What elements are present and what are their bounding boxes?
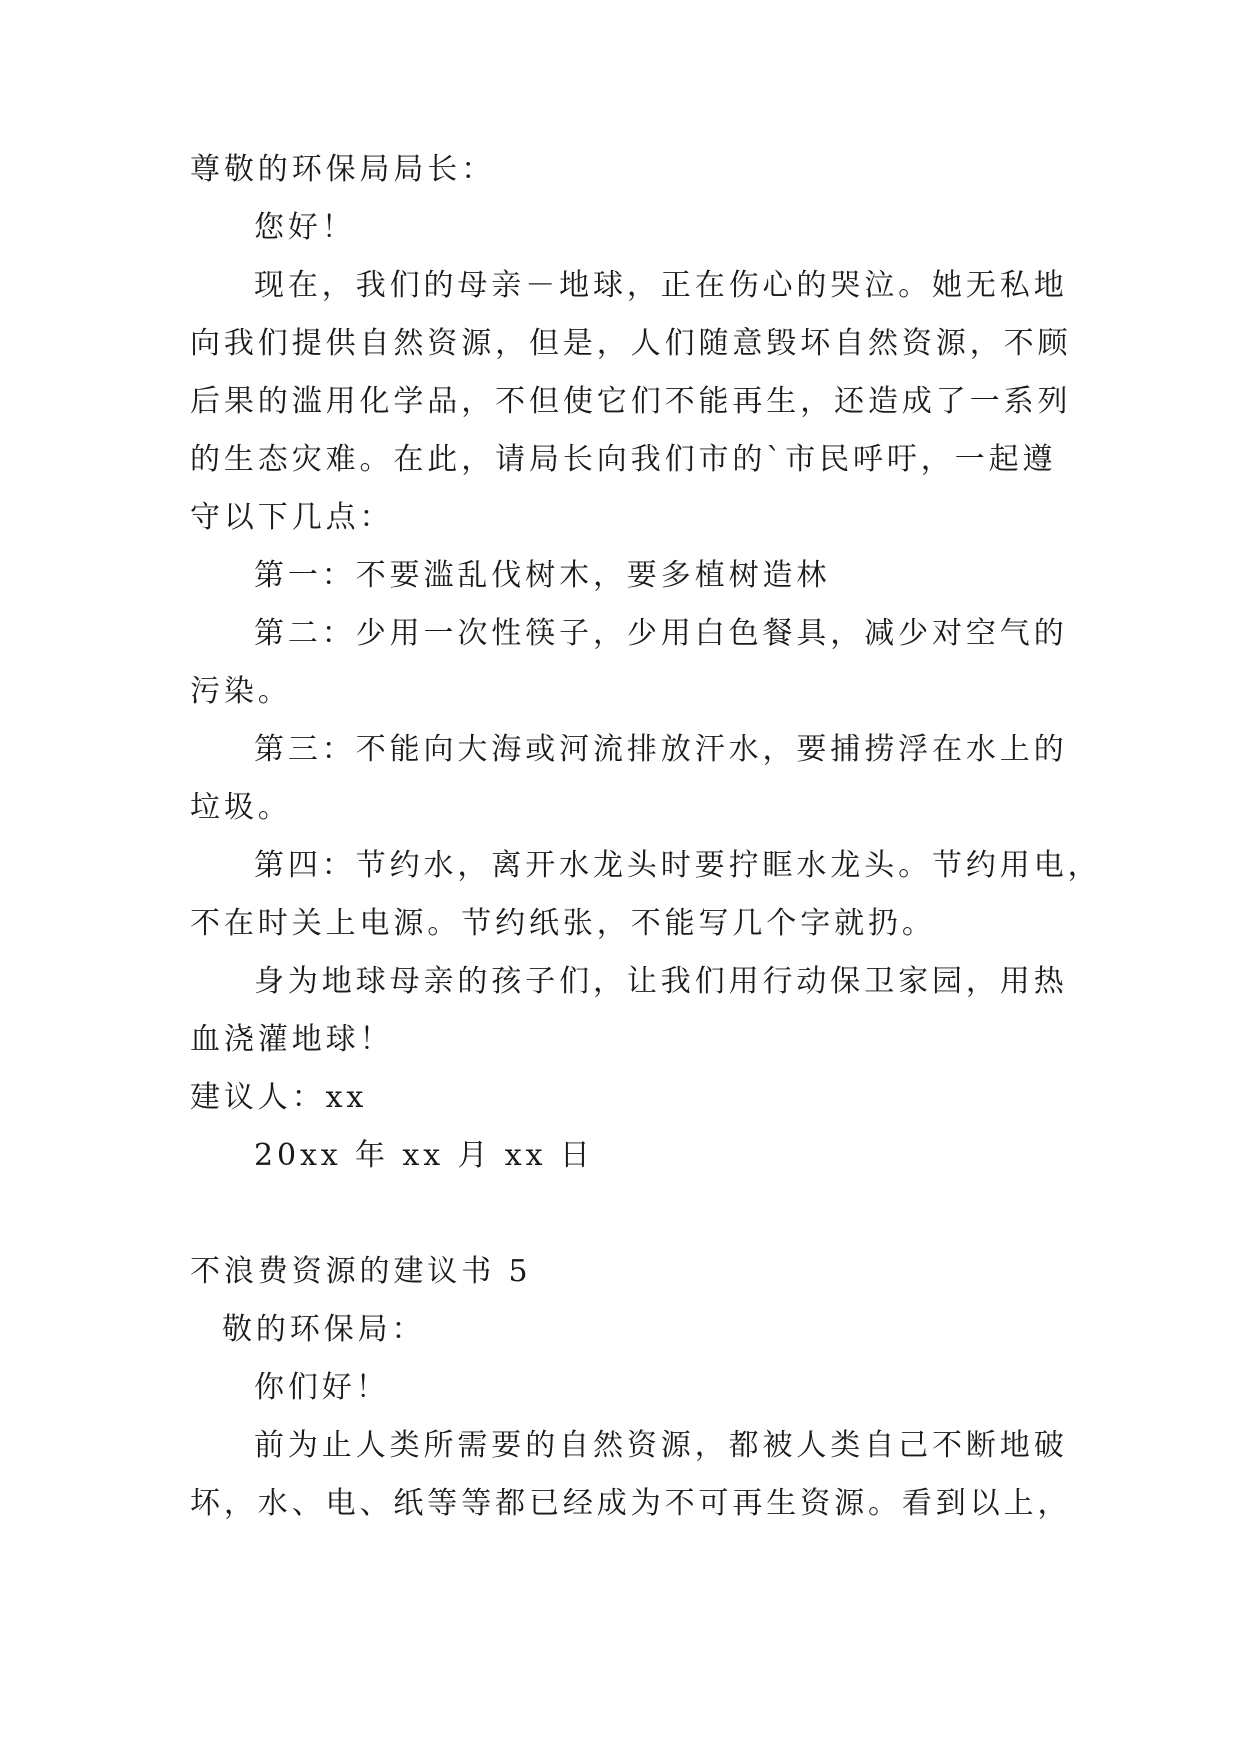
point-2: 第二：少用一次性筷子，少用白色餐具，减少对空气的 <box>254 616 1068 651</box>
point-1: 第一：不要滥乱伐树木，要多植树造林 <box>254 558 831 593</box>
closing-line: 血浇灌地球！ <box>190 1022 394 1057</box>
greeting: 你们好！ <box>254 1370 390 1405</box>
point-3-cont: 垃圾。 <box>190 790 292 825</box>
body-line: 后果的滥用化学品，不但使它们不能再生，还造成了一系列 <box>190 384 1072 419</box>
closing-line: 身为地球母亲的孩子们，让我们用行动保卫家园，用热 <box>254 964 1068 999</box>
point-3: 第三：不能向大海或河流排放汗水，要捕捞浮在水上的 <box>254 732 1068 767</box>
greeting: 您好！ <box>254 210 356 245</box>
salutation: 敬的环保局： <box>222 1312 426 1347</box>
body-line: 向我们提供自然资源，但是，人们随意毁坏自然资源，不顾 <box>190 326 1072 361</box>
date: 20xx 年 xx 月 xx 日 <box>254 1138 594 1173</box>
body-line: 现在，我们的母亲－地球，正在伤心的哭泣。她无私地 <box>254 268 1068 303</box>
point-4-cont: 不在时关上电源。节约纸张，不能写几个字就扔。 <box>190 906 936 941</box>
body-line: 坏，水、电、纸等等都已经成为不可再生资源。看到以上， <box>190 1486 1072 1521</box>
section-title: 不浪费资源的建议书 5 <box>190 1254 532 1289</box>
point-2-cont: 污染。 <box>190 674 292 709</box>
body-line: 守以下几点： <box>190 500 394 535</box>
body-line: 的生态灾难。在此，请局长向我们市的`市民呼吁，一起遵 <box>190 442 1057 477</box>
signer: 建议人：xx <box>190 1080 368 1115</box>
body-line: 前为止人类所需要的自然资源，都被人类自己不断地破 <box>254 1428 1068 1463</box>
salutation: 尊敬的环保局局长： <box>190 152 496 187</box>
point-4: 第四：节约水，离开水龙头时要拧眶水龙头。节约用电， <box>254 848 1102 883</box>
